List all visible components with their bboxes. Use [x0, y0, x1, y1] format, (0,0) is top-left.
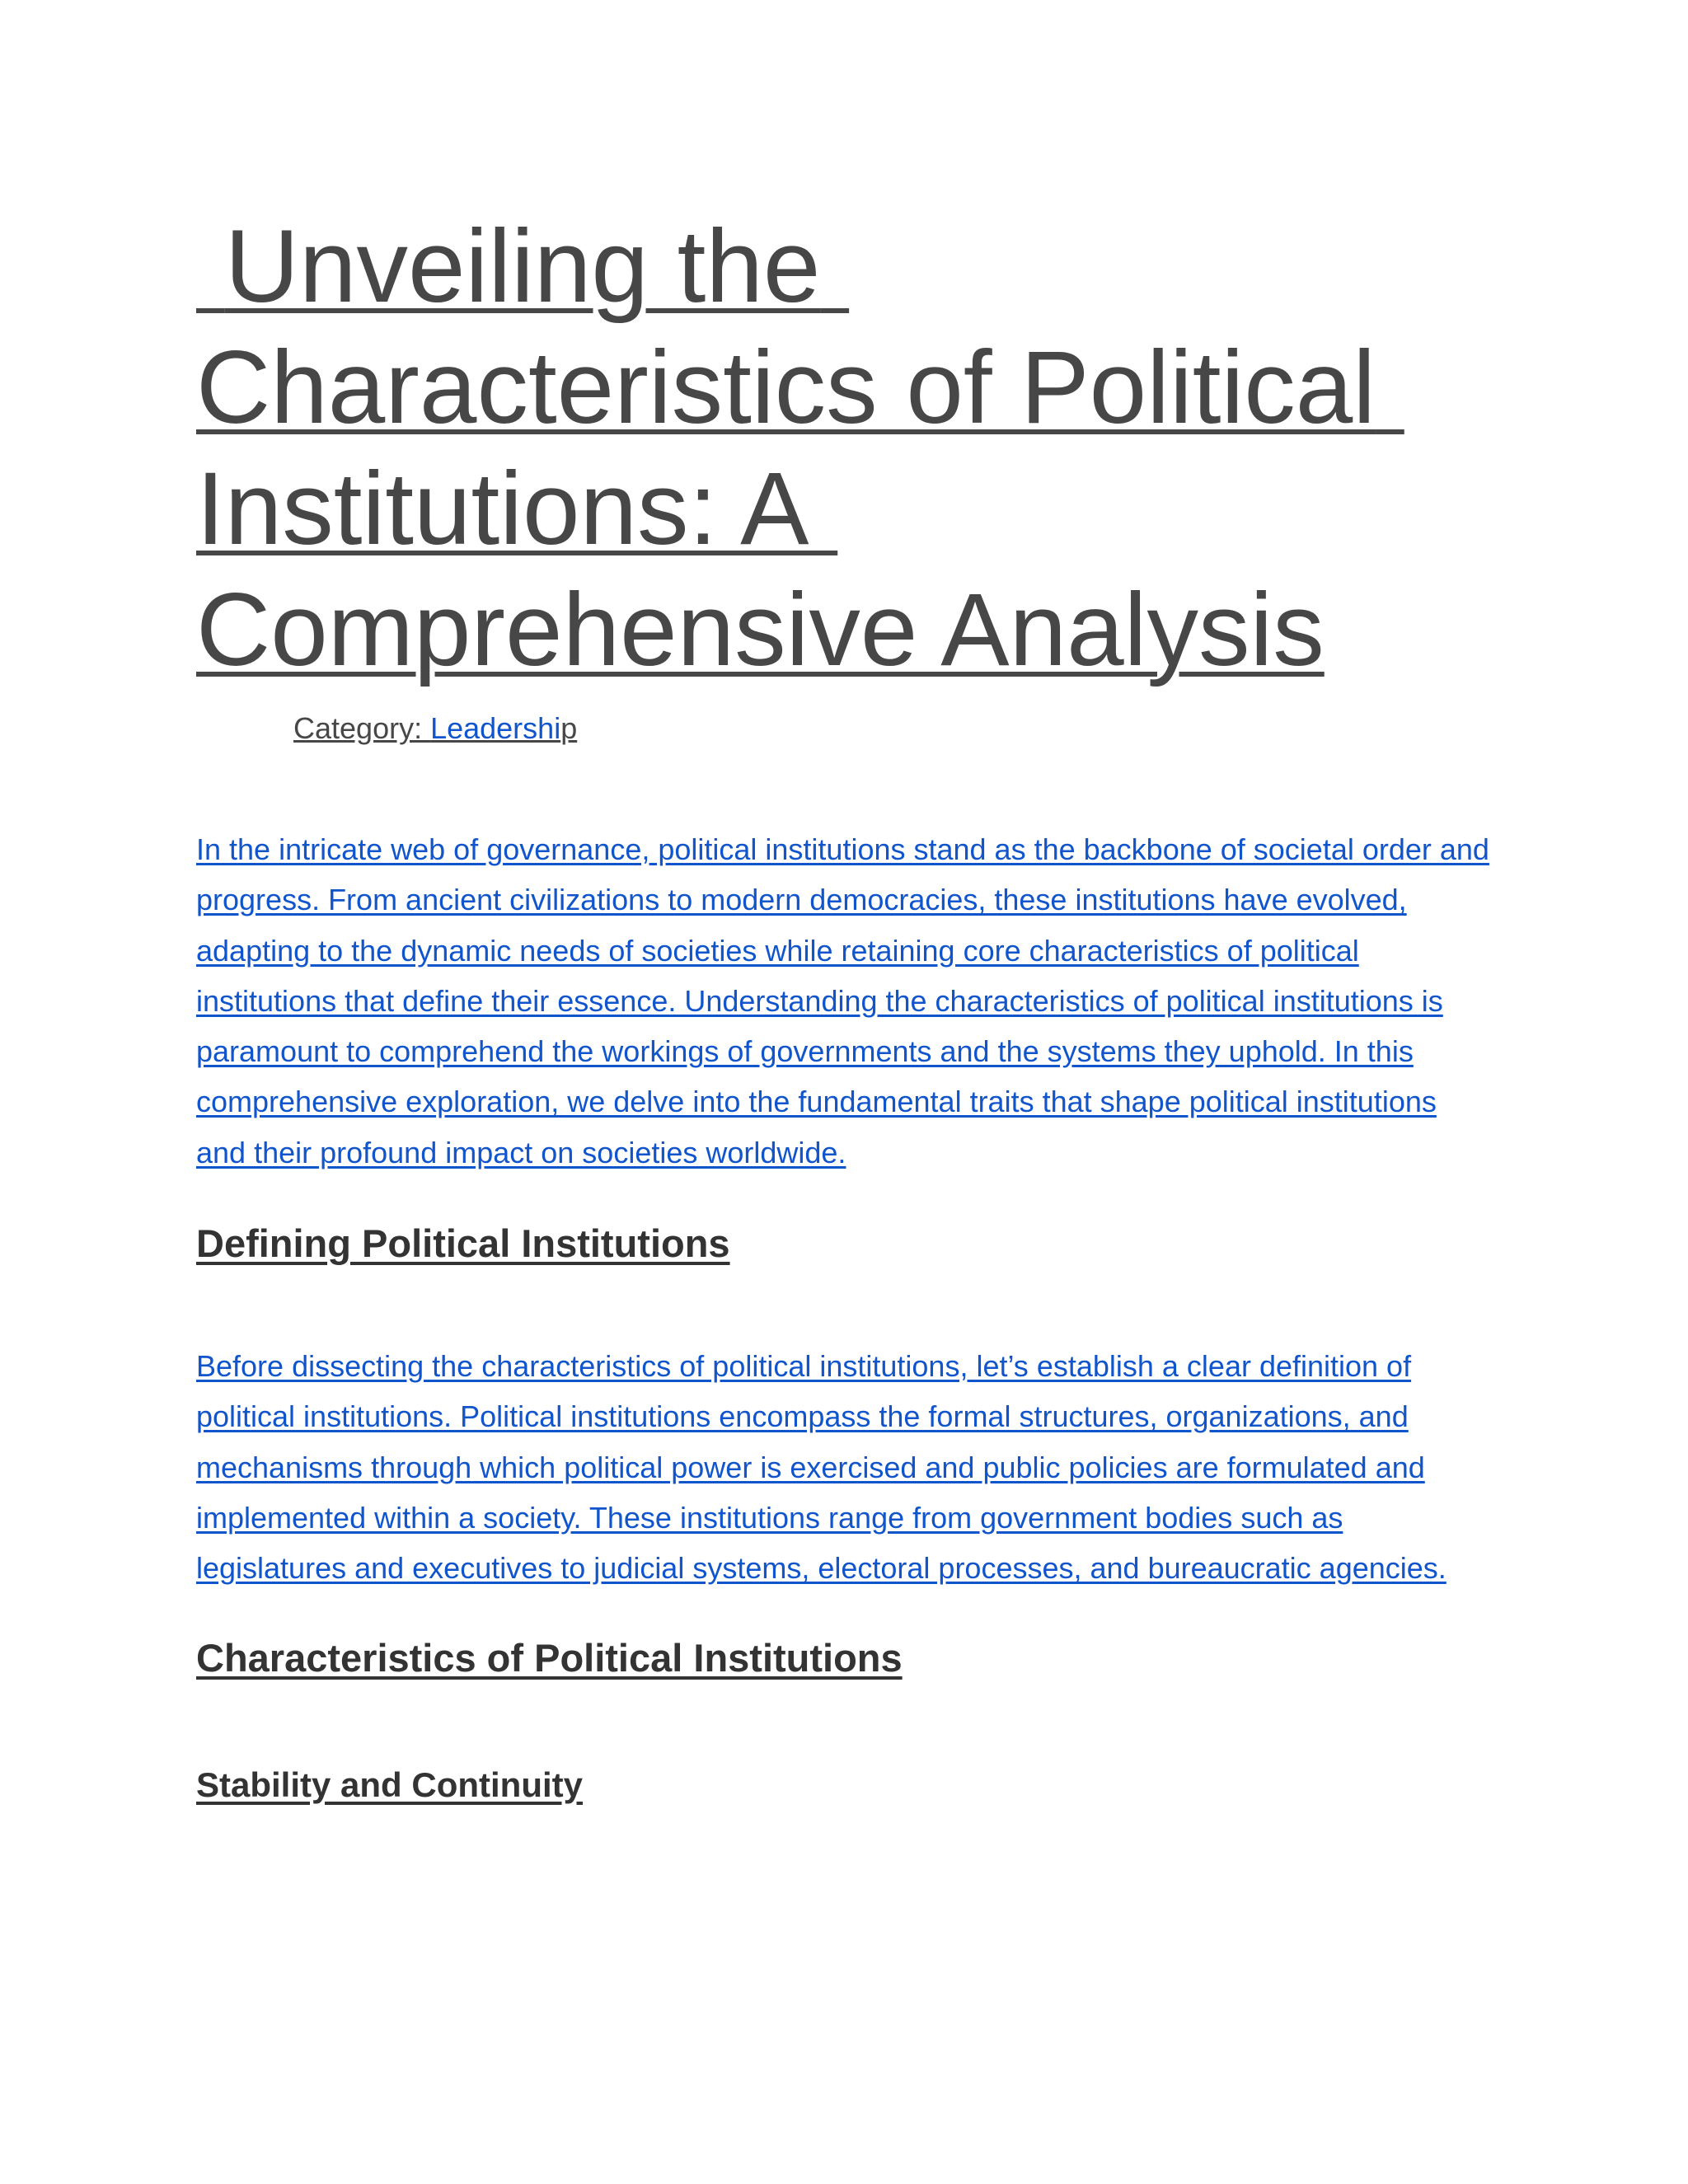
intro-paragraph-link[interactable]: In the intricate web of governance, political institutions stand as the backbone of societal order and progress. From ancient civilizations to modern democracies, these institutions have evolved, adapting to the dynamic needs of societies while retaining core characteristics of political institutions that define their essence. Understanding the characteristics of political institutions is paramount to comprehend the workings of governments and the systems they uphold. In this comprehensive exploration, we delve into the fundamental traits that shape political institutions and their profound impact on societies worldwide. [196, 832, 1489, 1169]
category-line [293, 710, 1490, 747]
article-title[interactable]: Unveiling the Characteristics of Political Institutions: A Comprehensive Analysis [196, 209, 1404, 687]
section-heading-characteristics[interactable]: Characteristics of Political Institutions [196, 1635, 903, 1680]
category-link[interactable]: Leadershi [430, 711, 561, 745]
document-page [196, 206, 1490, 1808]
category-label: Category: [293, 711, 431, 745]
category-link-tail[interactable]: p [560, 711, 578, 745]
subheading-stability-continuity[interactable]: Stability and Continuity [196, 1765, 583, 1804]
definition-paragraph-link[interactable]: Before dissecting the characteristics of political institutions, let’s establish a clear definition of political institutions. Political institutions encompass the formal structures, organizations, and mechanisms through which political power is exercised and public policies are formulated and implemented within a society. These institutions range from government bodies such as legislatures and executives to judicial systems, electoral processes, and bureaucratic agencies. [196, 1349, 1447, 1586]
section-heading-defining[interactable]: Defining Political Institutions [196, 1221, 730, 1266]
